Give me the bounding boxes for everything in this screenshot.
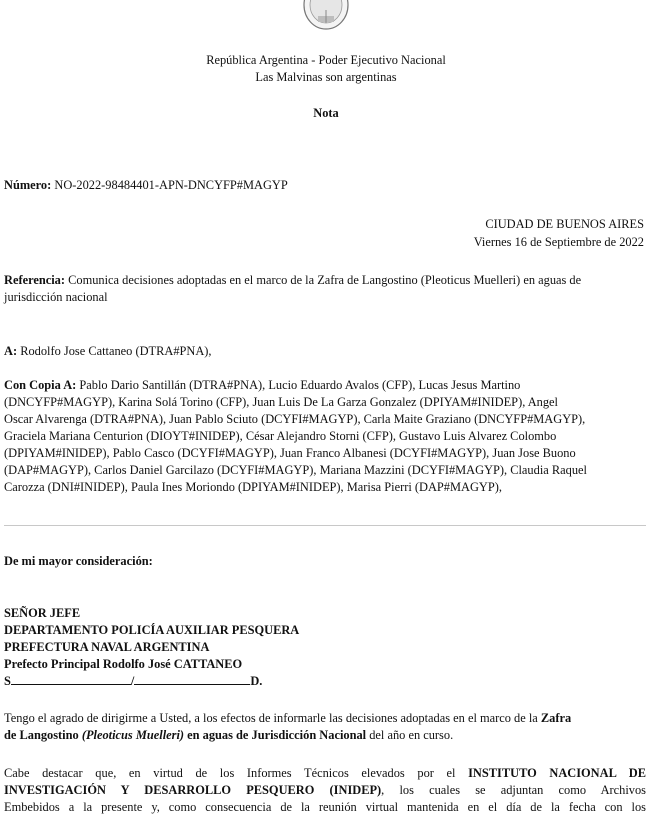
sd-line xyxy=(4,673,262,690)
con-copia-text: Pablo Dario Santillán (DTRA#PNA), Lucio Eduardo Avalos (CFP), Lucas Jesus Martino xyxy=(79,378,521,392)
body-text: Tengo el agrado de dirigirme a Usted, a los efectos de informarle las decisiones adoptadas en el marco de la xyxy=(4,711,541,725)
addressee-line: Prefecto Principal Rodolfo José CATTANEO xyxy=(4,657,243,671)
section-divider xyxy=(4,525,646,526)
referencia-text-1: Comunica decisiones adoptadas en el marco de la Zafra de Langostino (Pleoticus Muelleri) en aguas de xyxy=(68,273,582,287)
body-text: Embebidos a la presente y, como consecuencia de la reunión virtual mantenida en el día de la fecha con los xyxy=(4,799,646,814)
sd-underline xyxy=(134,673,250,685)
destinatario-line xyxy=(4,343,212,360)
header-republic: República Argentina - Poder Ejecutivo Nacional xyxy=(206,53,446,67)
con-copia-label: Con Copia A: xyxy=(4,378,77,392)
body-line xyxy=(4,782,646,799)
salutation: De mi mayor consideración: xyxy=(4,554,153,568)
addressee-line: PREFECTURA NAVAL ARGENTINA xyxy=(4,640,210,654)
body-text-bold: de Langostino xyxy=(4,727,82,742)
addressee-line: SEÑOR JEFE xyxy=(4,606,81,620)
con-copia-text: (DAP#MAGYP), Carlos Daniel Garcilazo (DCYFI#MAGYP), Mariana Mazzini (DCYFI#MAGYP), Claudia Raquel xyxy=(4,463,587,477)
con-copia-text: Carozza (DNI#INIDEP), Paula Ines Moriondo (DPIYAM#INIDEP), Marisa Pierri (DAP#MAGYP), xyxy=(4,480,502,494)
sd-underline xyxy=(11,673,131,685)
body-paragraph-1 xyxy=(4,710,646,744)
body-text: , los cuales se adjuntan como Archivos xyxy=(381,782,646,797)
national-coat-of-arms-icon xyxy=(301,0,351,30)
referencia-line-1 xyxy=(4,272,581,289)
destinatario-label: A: xyxy=(4,344,18,358)
addressee-line: DEPARTAMENTO POLICÍA AUXILIAR PESQUERA xyxy=(4,623,300,637)
body-paragraph-2 xyxy=(4,765,646,816)
header-slogan: Las Malvinas son argentinas xyxy=(255,70,397,84)
body-text-bold: INVESTIGACIÓN Y DESARROLLO PESQUERO (INIDEP) xyxy=(4,782,382,797)
city: CIUDAD DE BUENOS AIRES xyxy=(485,217,644,231)
numero-label: Número: xyxy=(4,178,52,192)
body-text-bold: en aguas de Jurisdicción Nacional xyxy=(184,727,367,742)
numero-line xyxy=(4,177,288,194)
body-line xyxy=(4,765,646,782)
numero-value: NO-2022-98484401-APN-DNCYFP#MAGYP xyxy=(54,178,288,192)
document-type-title: Nota xyxy=(313,106,339,120)
con-copia-text: (DPIYAM#INIDEP), Pablo Casco (DCYFI#MAGYP), Juan Franco Albanesi (DCYFI#MAGYP), Juan Jose Buono xyxy=(4,446,576,460)
date: Viernes 16 de Septiembre de 2022 xyxy=(473,235,644,249)
con-copia-line-1 xyxy=(4,377,520,394)
sd-slash: / xyxy=(130,674,135,688)
referencia-text-2: jurisdicción nacional xyxy=(4,290,108,304)
sd-d: D. xyxy=(250,674,263,688)
body-text: Cabe destacar que, en virtud de los Informes Técnicos elevados por el xyxy=(4,766,469,780)
sd-s: S xyxy=(4,674,11,688)
con-copia-text: (DNCYFP#MAGYP), Karina Solá Torino (CFP), Juan Luis De La Garza Gonzalez (DPIYAM#INIDEP), Angel xyxy=(4,395,558,409)
con-copia-text: Oscar Alvarenga (DTRA#PNA), Juan Pablo Sciuto (DCYFI#MAGYP), Carla Maite Graziano (DNCYFP#MAGYP), xyxy=(4,412,586,426)
con-copia-text: Graciela Mariana Centurion (DIOYT#INIDEP), César Alejandro Storni (CFP), Gustavo Luis Alvarez Colombo xyxy=(4,429,557,443)
referencia-label: Referencia: xyxy=(4,273,66,287)
body-text-bold-italic: (Pleoticus Muelleri) xyxy=(81,727,185,742)
body-text: del año en curso. xyxy=(366,727,454,742)
body-text-bold: Zafra xyxy=(540,711,572,725)
body-text-bold: INSTITUTO NACIONAL DE xyxy=(468,766,647,780)
destinatario-value: Rodolfo Jose Cattaneo (DTRA#PNA), xyxy=(20,344,212,358)
